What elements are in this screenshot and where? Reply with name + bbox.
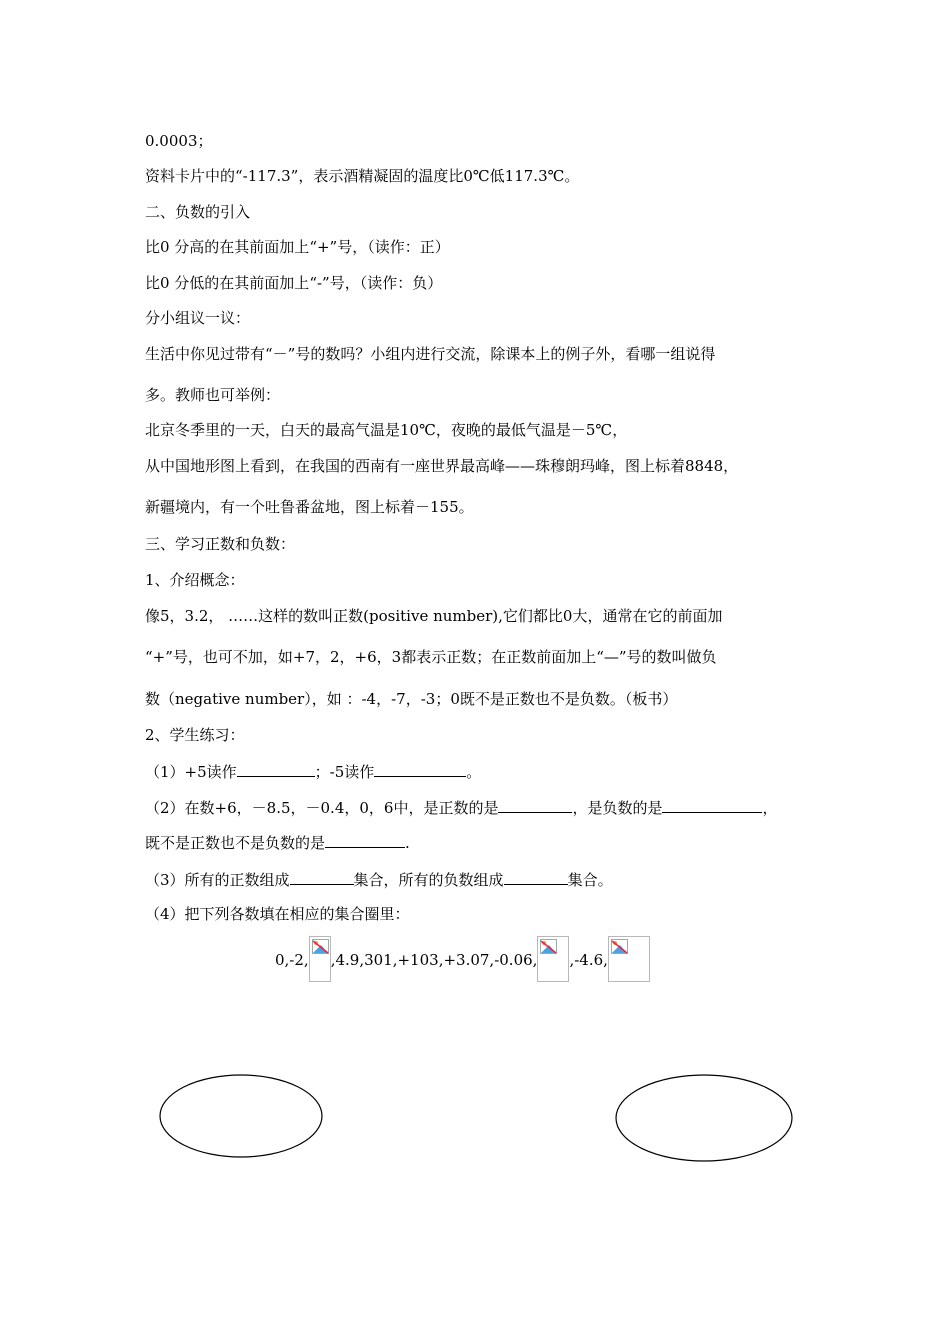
exercise-text: 。 [466,763,482,781]
exercise-text: 集合，所有的负数组成 [353,871,504,889]
positive-set-circle [158,1073,324,1159]
exercise-text: （2）在数+6，－8.5，－0.4，0，6中，是正数的是 [145,799,499,817]
text-line: 比0 分高的在其前面加上“+”号，（读作：正） [145,238,450,256]
exercise-text: . [405,834,410,852]
answer-blank[interactable] [662,797,762,813]
broken-image-icon [608,936,650,982]
text-line: 从中国地形图上看到，在我国的西南有一座世界最高峰——珠穆朗玛峰，图上标着8848， [145,457,739,475]
number-text: ,-4.6, [569,951,608,969]
text-line: 多。教师也可举例： [145,386,281,404]
text-line: 新疆境内，有一个吐鲁番盆地，图上标着－155。 [145,498,474,516]
text-line: 分小组议一议： [145,309,251,327]
exercise-2-cont [145,832,410,853]
text-line: 0.0003； [145,132,213,150]
text-line: 比0 分低的在其前面加上“-”号，（读作：负） [145,274,443,292]
answer-blank[interactable] [498,797,572,813]
exercise-3 [145,869,613,890]
exercise-text: （3）所有的正数组成 [145,871,290,889]
answer-blank[interactable] [237,761,315,777]
text-line: 像5，3.2， ……这样的数叫正数(positive number),它们都比0大，通常在它的前面加 [145,607,723,625]
section-heading: 三、学习正数和负数： [145,535,296,553]
negative-set-circle [614,1073,794,1163]
exercise-text: ，是负数的是 [572,799,663,817]
text-line: 数（negative number），如 ：-4，-7，-3；0既不是正数也不是负数。（板书） [145,690,678,708]
broken-image-icon [537,936,569,982]
answer-blank[interactable] [325,832,405,848]
exercise-1 [145,761,481,782]
answer-blank[interactable] [504,869,568,885]
exercise-4: （4）把下列各数填在相应的集合圈里： [145,905,410,923]
exercise-text: （1）+5读作 [145,763,237,781]
number-text: 0,-2, [275,951,309,969]
exercise-text: ， [762,799,778,817]
text-line: 2、学生练习： [145,726,245,744]
text-line: 生活中你见过带有“－”号的数吗？小组内进行交流，除课本上的例子外，看哪一组说得 [145,345,716,363]
answer-blank[interactable] [374,761,466,777]
text-line: 北京冬季里的一天，白天的最高气温是10℃，夜晚的最低气温是－5℃， [145,421,628,439]
broken-image-icon [309,936,331,982]
text-line: 资料卡片中的“-117.3”，表示酒精凝固的温度比0℃低117.3℃。 [145,167,580,185]
number-list [275,934,650,986]
exercise-text: ；-5读作 [314,763,375,781]
text-line: “+”号，也可不加，如+7，2，+6，3都表示正数；在正数前面加上“—”号的数叫做负 [145,648,717,666]
section-heading: 二、负数的引入 [145,203,251,221]
text-line: 1、介绍概念： [145,571,245,589]
answer-blank[interactable] [290,869,354,885]
exercise-text: 既不是正数也不是负数的是 [145,834,326,852]
exercise-text: 集合。 [567,871,613,889]
exercise-2 [145,797,778,818]
number-text: ,4.9,301,+103,+3.07,-0.06, [330,951,538,969]
